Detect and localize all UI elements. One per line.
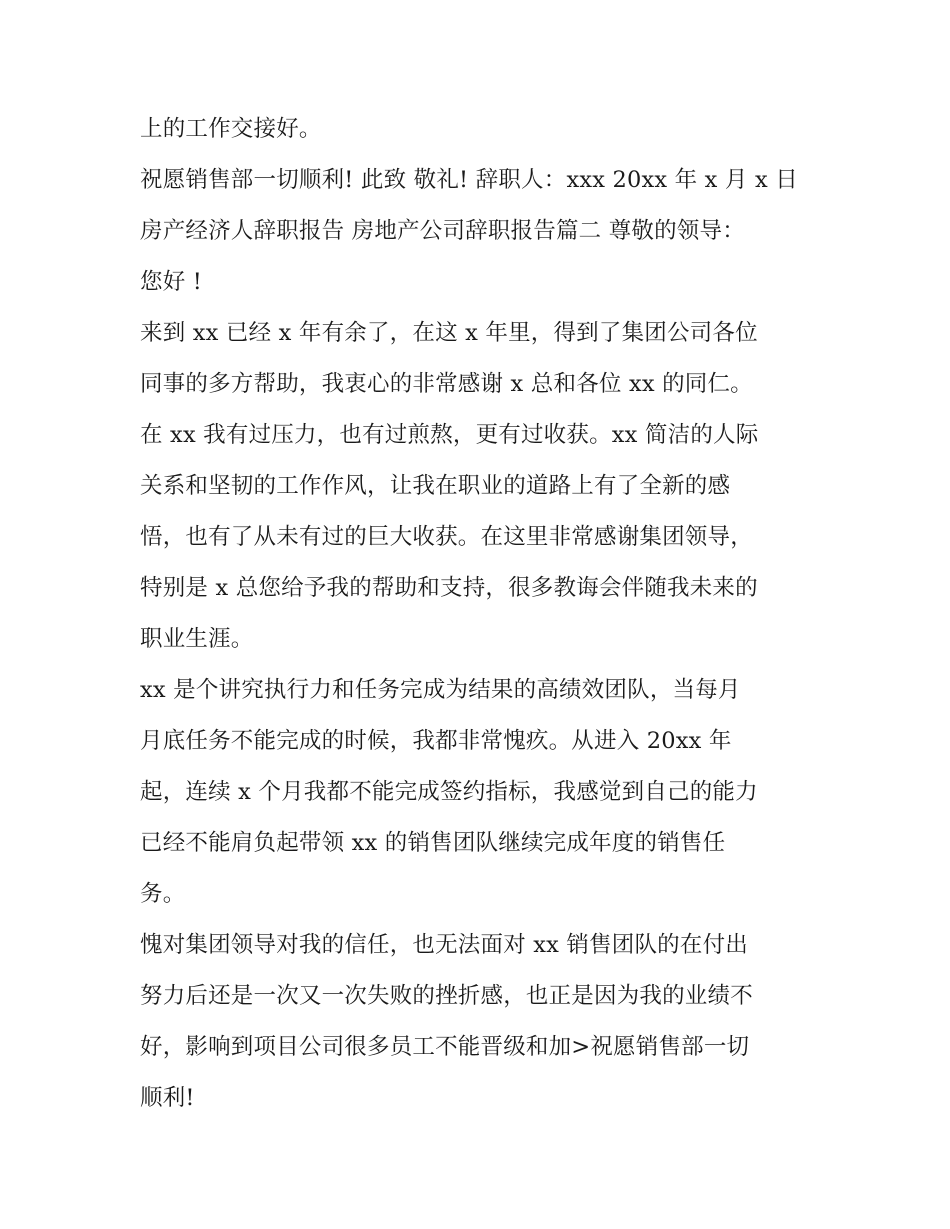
- text-line: 来到 xx 已经 x 年有余了，在这 x 年里，得到了集团公司各位: [140, 320, 758, 346]
- text-line: 好，影响到项目公司很多员工不能晋级和加>祝愿销售部一切: [140, 1034, 750, 1060]
- text-line: 上的工作交接好。: [140, 116, 322, 142]
- text-line: 悟，也有了从未有过的巨大收获。在这里非常感谢集团领导，: [140, 524, 753, 550]
- text-line: 起，连续 x 个月我都不能完成签约指标，我感觉到自己的能力: [140, 779, 758, 805]
- text-line: 努力后还是一次又一次失败的挫折感，也正是因为我的业绩不: [140, 983, 753, 1009]
- text-line: 已经不能肩负起带领 xx 的销售团队继续完成年度的销售任: [140, 830, 726, 856]
- text-line: 房产经济人辞职报告 房地产公司辞职报告篇二 尊敬的领导：: [140, 218, 745, 244]
- body-text: [140, 108, 830, 1128]
- text-line: 同事的多方帮助，我衷心的非常感谢 x 总和各位 xx 的同仁。: [140, 371, 753, 397]
- text-line: 您好 !: [140, 269, 202, 295]
- text-line: 职业生涯。: [140, 626, 254, 652]
- text-line: 务。: [140, 881, 186, 907]
- text-line: 祝愿销售部一切顺利! 此致 敬礼! 辞职人：xxx 20xx 年 x 月 x 日: [140, 167, 798, 193]
- text-line: 月底任务不能完成的时候，我都非常愧疚。从进入 20xx 年: [140, 728, 732, 754]
- text-line: 特别是 x 总您给予我的帮助和支持，很多教诲会伴随我未来的: [140, 575, 758, 601]
- text-line: xx 是个讲究执行力和任务完成为结果的高绩效团队，当每月: [140, 677, 741, 703]
- text-line: 愧对集团领导对我的信任，也无法面对 xx 销售团队的在付出: [140, 932, 748, 958]
- text-line: 关系和坚韧的工作作风，让我在职业的道路上有了全新的感: [140, 473, 731, 499]
- text-line: 在 xx 我有过压力，也有过煎熬，更有过收获。xx 简洁的人际: [140, 422, 759, 448]
- text-line: 顺利!: [140, 1085, 195, 1111]
